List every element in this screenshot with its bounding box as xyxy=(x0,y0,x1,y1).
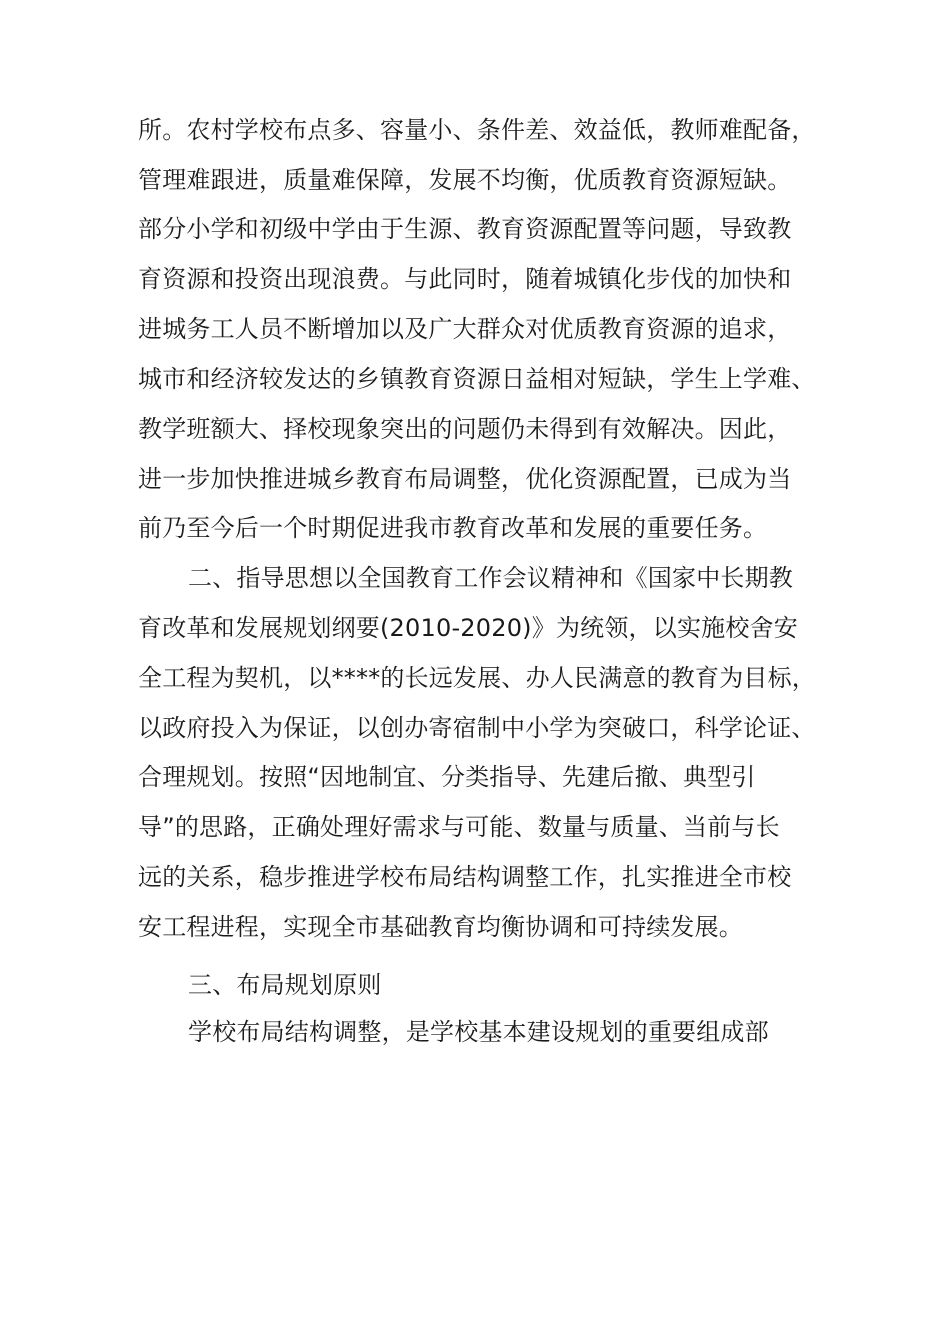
text-line: 育资源和投资出现浪费。与此同时，随着城镇化步伐的加快和 xyxy=(138,265,792,293)
text-line: 管理难跟进，质量难保障，发展不均衡，优质教育资源短缺。 xyxy=(138,166,792,194)
section-heading-layout-principles: 三、布局规划原则 xyxy=(188,971,382,999)
text-line: 所。农村学校布点多、容量小、条件差、效益低，教师难配备， xyxy=(138,116,816,144)
text-line: 教学班额大、择校现象突出的问题仍未得到有效解决。因此， xyxy=(138,415,792,443)
text-line: 进城务工人员不断增加以及广大群众对优质教育资源的追求， xyxy=(138,315,792,343)
section-heading-guiding-ideology: 二、指导思想以全国教育工作会议精神和《国家中长期教 xyxy=(188,564,793,592)
text-line: 学校布局结构调整，是学校基本建设规划的重要组成部 xyxy=(188,1018,769,1046)
text-line: 导”的思路，正确处理好需求与可能、数量与质量、当前与长 xyxy=(138,813,780,841)
text-line: 育改革和发展规划纲要(2010-2020)》为统领，以实施校舍安 xyxy=(138,614,798,642)
text-line: 城市和经济较发达的乡镇教育资源日益相对短缺，学生上学难、 xyxy=(138,365,816,393)
text-line: 以政府投入为保证，以创办寄宿制中小学为突破口，科学论证、 xyxy=(138,714,816,742)
text-line: 全工程为契机，以****的长远发展、办人民满意的教育为目标， xyxy=(138,664,816,692)
text-line: 安工程进程，实现全市基础教育均衡协调和可持续发展。 xyxy=(138,913,743,941)
text-line: 前乃至今后一个时期促进我市教育改革和发展的重要任务。 xyxy=(138,514,768,542)
text-line: 部分小学和初级中学由于生源、教育资源配置等问题，导致教 xyxy=(138,215,792,243)
text-line: 合理规划。按照“因地制宜、分类指导、先建后撤、典型引 xyxy=(138,763,756,791)
text-line: 进一步加快推进城乡教育布局调整，优化资源配置，已成为当 xyxy=(138,465,792,493)
text-line: 远的关系，稳步推进学校布局结构调整工作，扎实推进全市校 xyxy=(138,863,792,891)
